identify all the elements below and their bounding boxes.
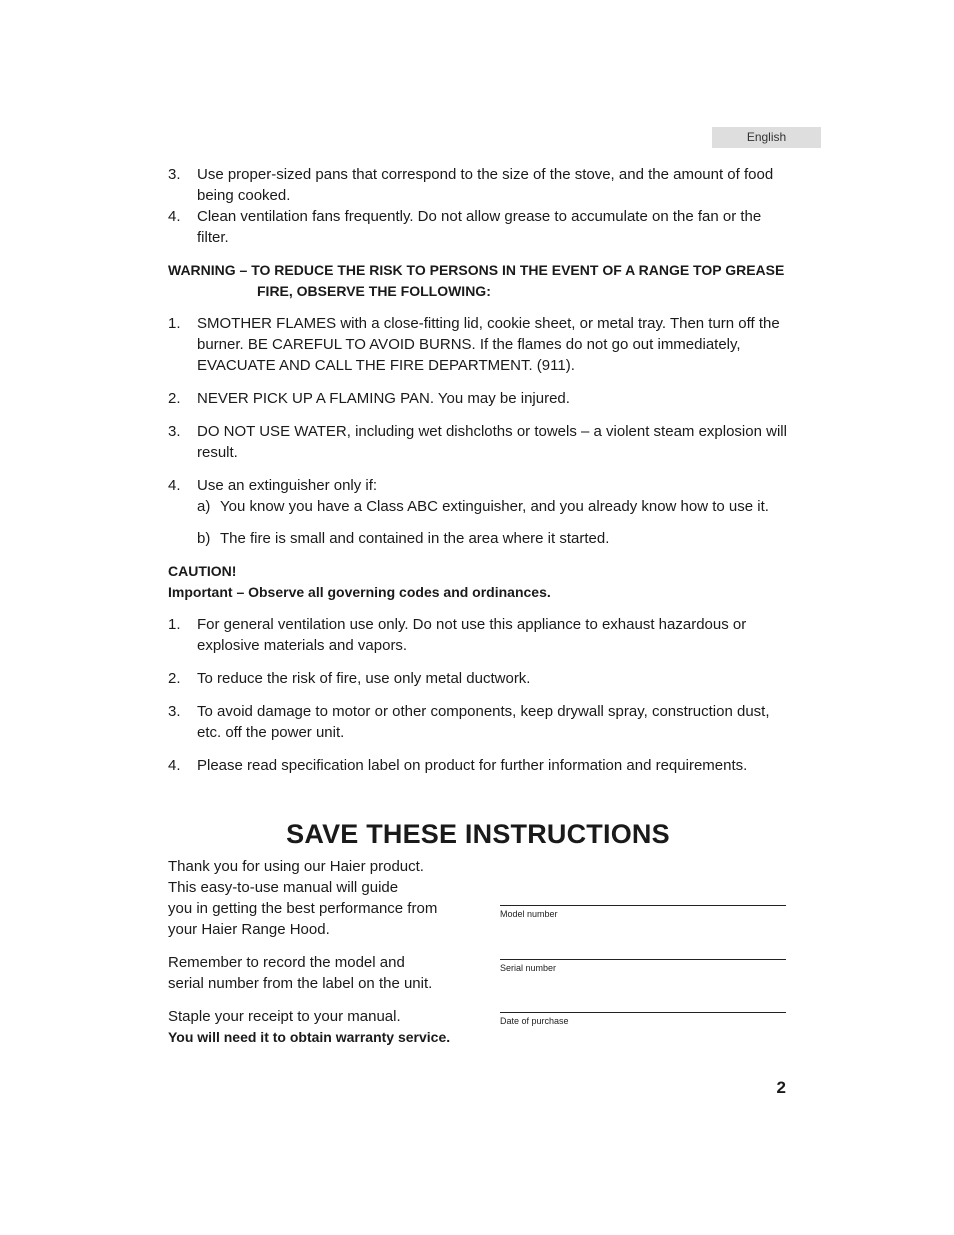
sub-item-text: You know you have a Class ABC extinguisher, and you already know how to use it. [220, 498, 769, 515]
caution-title: CAUTION! [168, 563, 237, 579]
serial-number-label: Serial number [500, 963, 557, 973]
sub-item [197, 528, 788, 549]
item-number: 2. [168, 670, 181, 687]
item-text: Clean ventilation fans frequently. Do not allow grease to accumulate on the fan or the filter. [197, 208, 762, 246]
list-item [168, 701, 788, 743]
list-item [168, 614, 788, 656]
warning-line-1: WARNING – TO REDUCE THE RISK TO PERSONS IN THE EVENT OF A RANGE TOP GREASE [168, 262, 785, 278]
item-number: 1. [168, 616, 181, 633]
item-number: 3. [168, 423, 181, 440]
thanks-line: you in getting the best performance from [168, 900, 438, 917]
item-number: 3. [168, 166, 181, 183]
list-item [168, 421, 788, 463]
sub-item-letter: b) [197, 530, 211, 547]
item-text: Use an extinguisher only if: [197, 477, 378, 494]
sub-item-letter: a) [197, 498, 211, 515]
thanks-line: your Haier Range Hood. [168, 921, 330, 938]
item-number: 1. [168, 315, 181, 332]
list-item [168, 475, 788, 549]
record-line: Remember to record the model and [168, 954, 405, 971]
item-number: 4. [168, 757, 181, 774]
item-text: To reduce the risk of fire, use only metal ductwork. [197, 670, 531, 687]
item-text: To avoid damage to motor or other components, keep drywall spray, construction dust, etc. off the power unit. [197, 703, 770, 741]
sub-item-text: The fire is small and contained in the area where it started. [220, 530, 610, 547]
warning-heading [168, 260, 788, 302]
page-number: 2 [776, 1078, 786, 1097]
sub-item [197, 496, 788, 517]
item-text: DO NOT USE WATER, including wet dishcloths or towels – a violent steam explosion will result. [197, 423, 787, 461]
record-line: serial number from the label on the unit. [168, 975, 433, 992]
list-item [168, 206, 788, 248]
item-number: 4. [168, 208, 181, 225]
list-item [168, 755, 788, 776]
list-item [168, 668, 788, 689]
thank-you-text [168, 856, 468, 1048]
date-of-purchase-field[interactable] [500, 1012, 786, 1026]
main-content [168, 164, 788, 776]
language-tab: English [712, 127, 821, 148]
serial-number-field[interactable] [500, 959, 786, 973]
date-of-purchase-label: Date of purchase [500, 1016, 569, 1026]
list-item [168, 388, 788, 409]
item-text: For general ventilation use only. Do not use this appliance to exhaust hazardous or explosive materials and vapors. [197, 616, 747, 654]
item-number: 4. [168, 477, 181, 494]
list-item [168, 313, 788, 376]
model-number-field[interactable] [500, 905, 786, 919]
thanks-line: This easy-to-use manual will guide [168, 879, 399, 896]
thanks-line: Thank you for using our Haier product. [168, 858, 424, 875]
list-item [168, 164, 788, 206]
item-text: SMOTHER FLAMES with a close-fitting lid, cookie sheet, or metal tray. Then turn off the burner. BE CAREFUL TO AVOID BURNS. If the flames do not go out immediately, EVACUATE AND CALL THE FIRE DEPARTMENT. (911). [197, 315, 780, 374]
warranty-note: You will need it to obtain warranty service. [168, 1029, 451, 1045]
warning-line-2: FIRE, OBSERVE THE FOLLOWING: [257, 283, 491, 299]
item-text: Please read specification label on product for further information and requirements. [197, 757, 748, 774]
model-number-label: Model number [500, 909, 558, 919]
save-instructions-heading: SAVE THESE INSTRUCTIONS [286, 819, 670, 849]
caution-subtitle: Important – Observe all governing codes and ordinances. [168, 584, 551, 600]
item-number: 2. [168, 390, 181, 407]
staple-line: Staple your receipt to your manual. [168, 1008, 401, 1025]
item-text: NEVER PICK UP A FLAMING PAN. You may be injured. [197, 390, 570, 407]
item-number: 3. [168, 703, 181, 720]
item-text: Use proper-sized pans that correspond to the size of the stove, and the amount of food being cooked. [197, 166, 774, 204]
